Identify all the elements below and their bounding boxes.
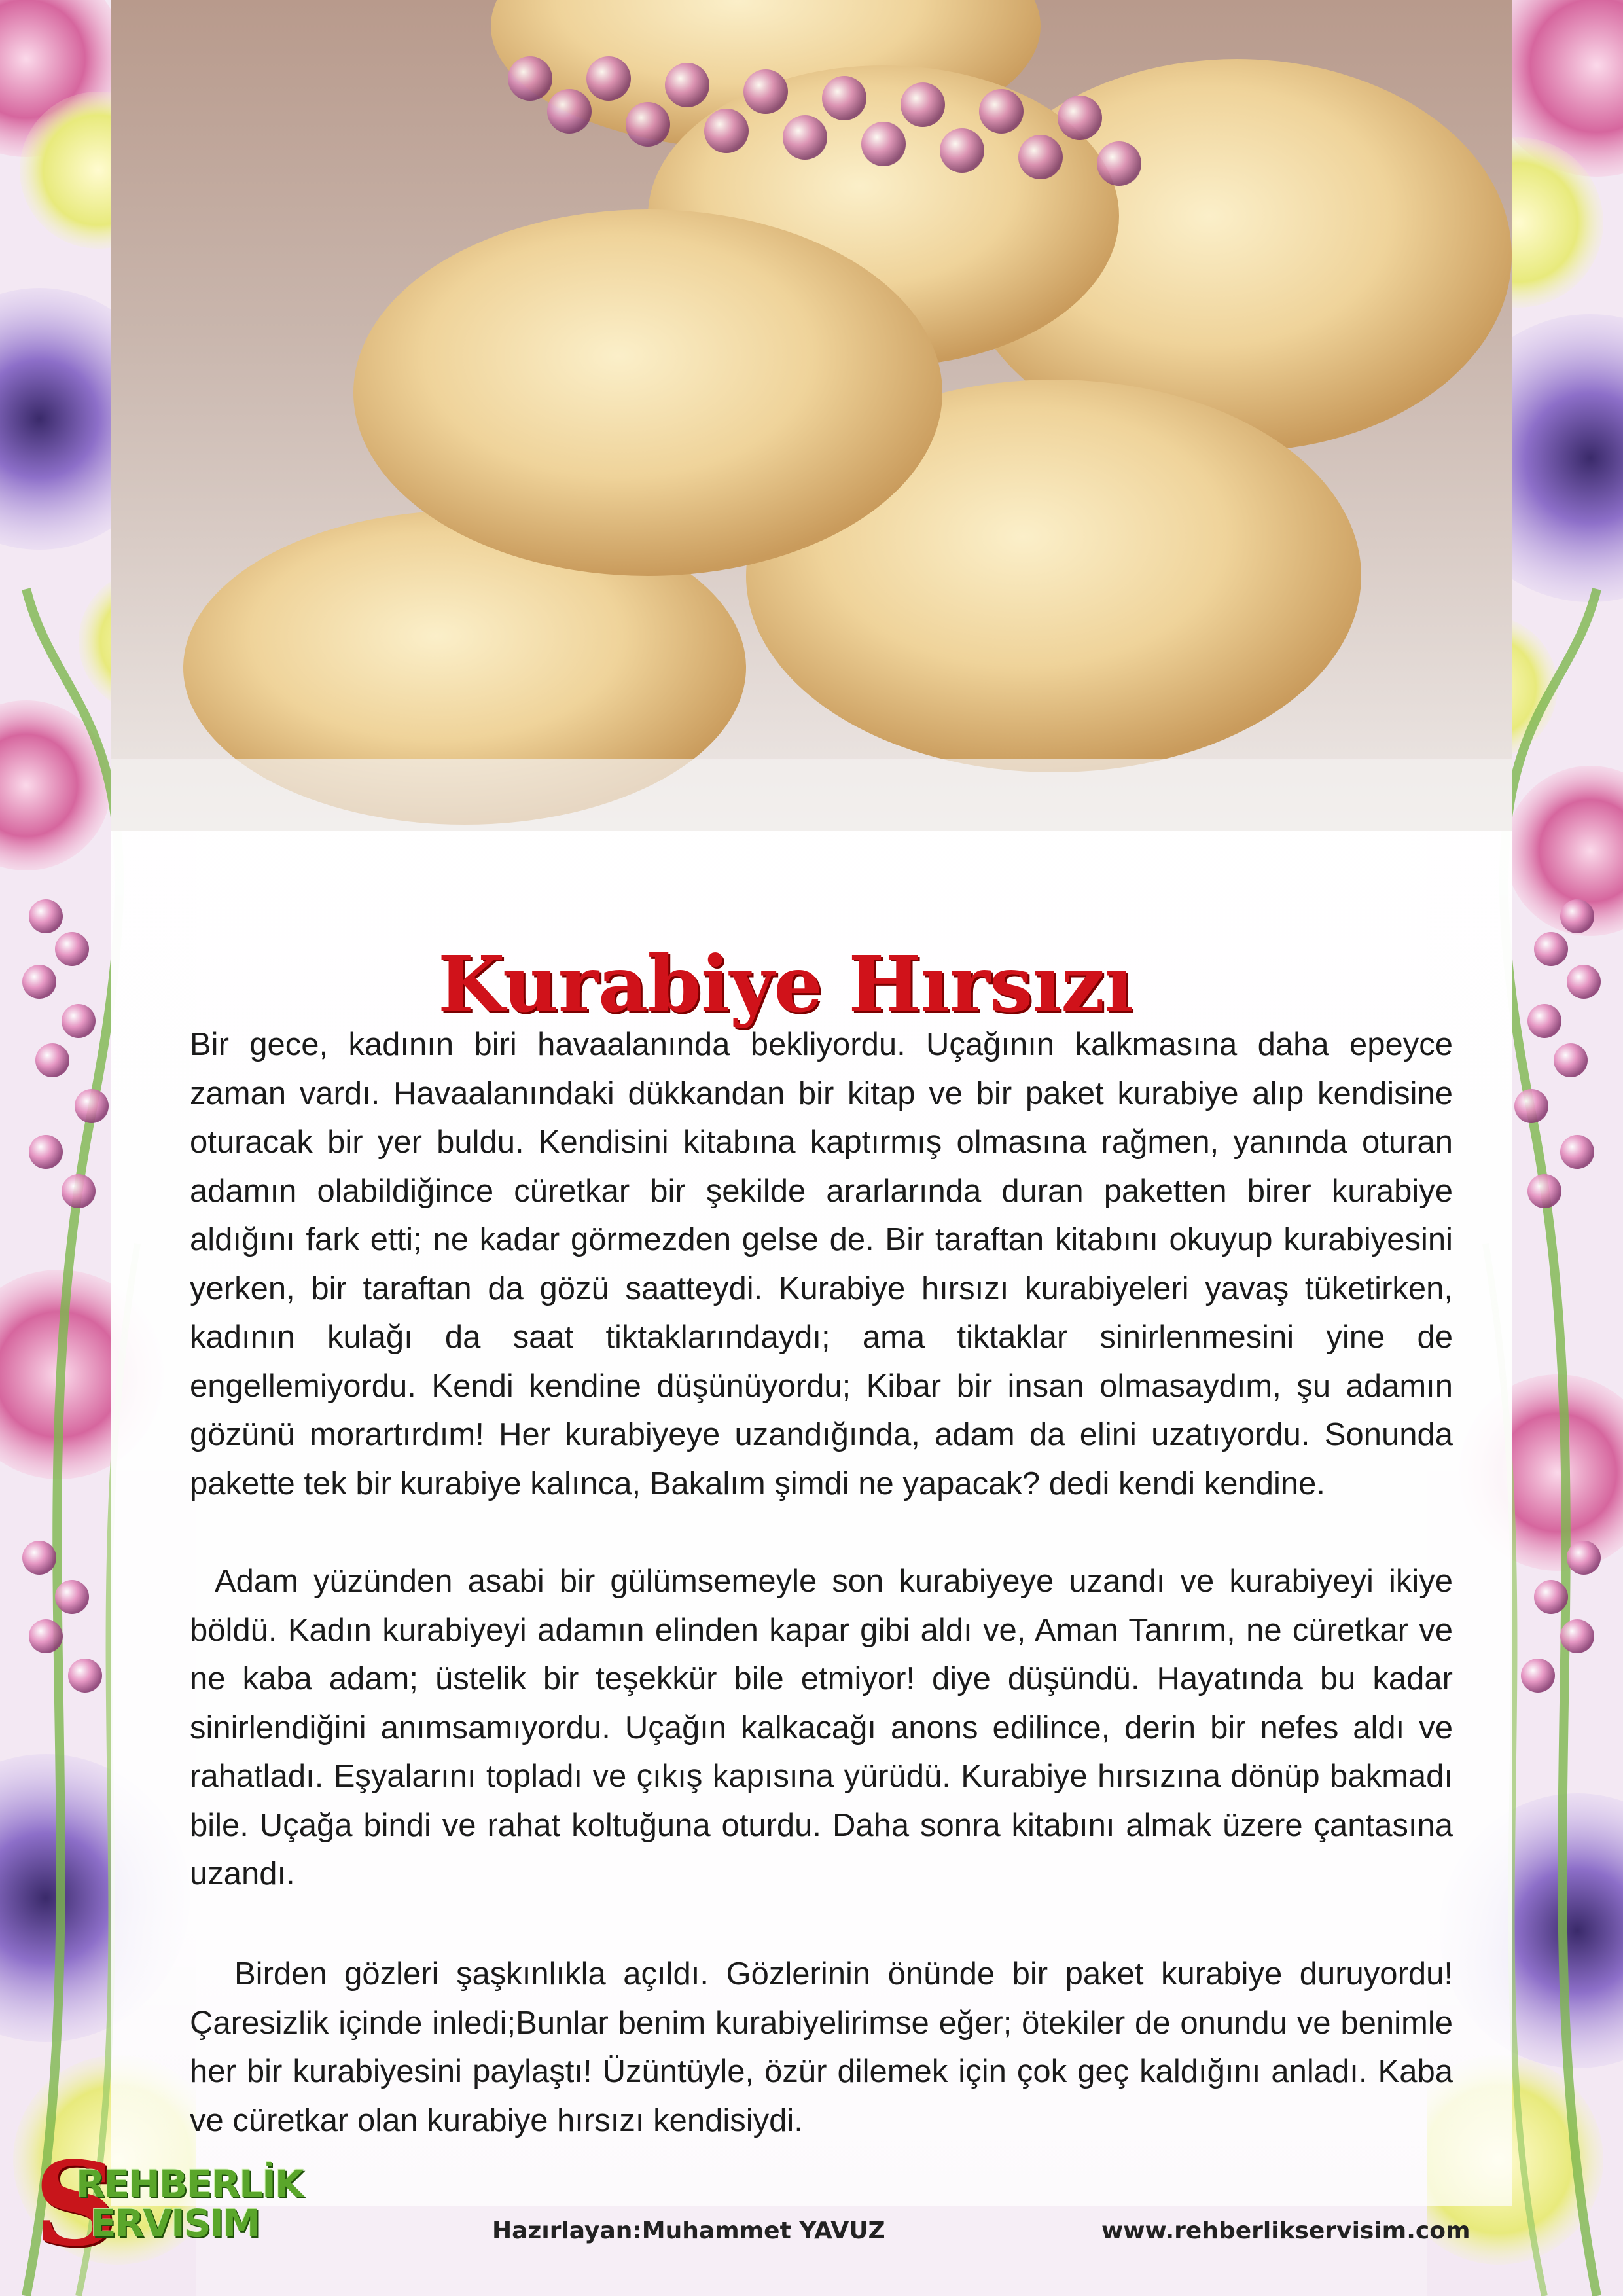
story-paragraph-3: Birden gözleri şaşkınlıkla açıldı. Gözlerinin önünde bir paket kurabiye duruyordu! Çaresizlik içinde inledi;Bunlar benim kurabiyelirimse eğer; ötekiler de onundu ve benimle her bir kurabiyesini paylaştı! Üzüntüyle, özür dilemek için çok geç kaldığını anladı. Kaba ve cüretkar olan kurabiye hırsızı kendisiydi. [190,1956,1453,2138]
logo-top-text: REHBERLİK [76,2162,303,2206]
footer-website-link[interactable]: www.rehberlikservisim.com [1101,2217,1471,2244]
logo-letter: S [34,2136,118,2272]
cookies-photo [111,0,1512,831]
logo-bottom-text: ERVISIM [90,2201,259,2246]
page-title: Kurabiye Hırsızı [437,939,1133,1030]
story-paragraph-2: Adam yüzünden asabi bir gülümsemeyle son kurabiyeye uzandı ve kurabiyeyi ikiye böldü. Kadın kurabiyeyi adamın elinden kapar gibi aldı ve, Aman Tanrım, ne cüretkar ve ne kaba adam; üstelik bir teşekkür bile etmiyor! diye düşündü. Hayatında bu kadar sinirlendiğini anımsamıyordu. Uçağın kalkacağı anons edilince, derin bir nefes aldı ve rahatladı. Eşyalarını topladı ve çıkış kapısına yürüdü. Kurabiye hırsızına dönüp bakmadı bile. Uçağa bindi ve rahat koltuğuna oturdu. Daha sonra kitabını almak üzere çantasına uzandı. [190,1564,1453,1892]
story-paragraph-1: Bir gece, kadının biri havaalanında bekliyordu. Uçağının kalkmasına daha epeyce zaman vardı. Havaalanındaki dükkandan bir kitap ve bir paket kurabiye alıp kendisine oturacak bir yer buldu. Kendisini kitabına kaptırmış olmasına rağmen, yanında oturan adamın olabildiğince cüretkar bir şekilde ararlarında duran paketten birer kurabiye aldığını fark etti; ne kadar görmezden gelse de. Bir taraftan kitabını okuyup kurabiyesini yerken, bir taraftan da gözü saatteydi. Kurabiye hırsızı kurabiyeleri yavaş tüketirken, kadının kulağı da saat tiktaklarındaydı; ama tiktaklar sinirlenmesini yine de engellemiyordu. Kendi kendine düşünüyordu; Kibar bir insan olmasaydım, şu adamın gözünü morartırdım! Her kurabiyeye uzandığında, adam da elini uzatıyordu. Sonunda pakette tek bir kurabiye kalınca, Bakalım şimdi ne yapacak? dedi kendi kendine. [190,1027,1453,1501]
footer-author: Hazırlayan:Muhammet YAVUZ [492,2217,885,2244]
rehberlik-servisim-logo [31,2136,303,2272]
